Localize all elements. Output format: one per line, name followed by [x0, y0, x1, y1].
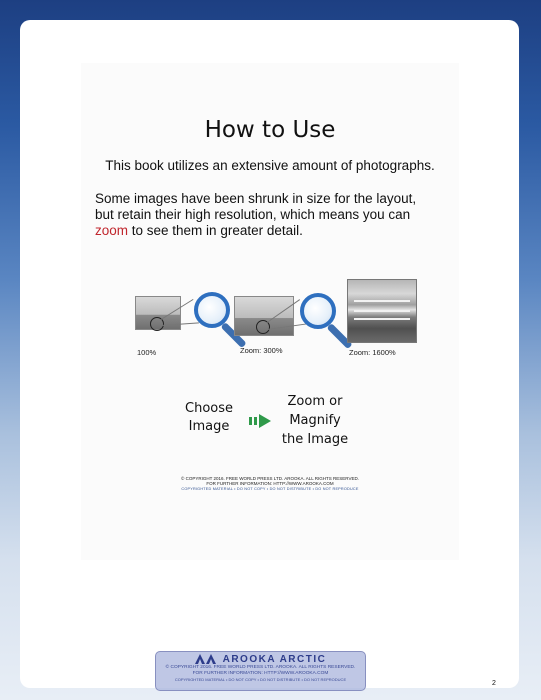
stamp-brand: AROOKA ARCTIC	[156, 654, 365, 665]
copyright-notice: COPYRIGHTED MATERIAL • DO NOT COPY • DO NOT DISTRIBUTE • DO NOT REPRODUCE	[181, 487, 359, 491]
page-number: 2	[492, 680, 496, 687]
zoom-result-label: Zoom or Magnify the Image	[281, 394, 349, 447]
zoom-instructions	[95, 191, 445, 239]
zoom-keyword: zoom	[95, 223, 129, 238]
choose-image-label: Choose Image	[185, 401, 233, 434]
arrow-right-icon	[249, 412, 273, 430]
arooka-logo-icon	[195, 654, 217, 664]
stamp-line-3: COPYRIGHTED MATERIAL • DO NOT COPY • DO NOT DISTRIBUTE • DO NOT REPRODUCE	[174, 677, 347, 682]
content-panel	[81, 63, 459, 560]
example-caption: Zoom: 1600%	[349, 348, 396, 357]
page-title: How to Use	[204, 117, 336, 143]
copyright-line: © COPYRIGHT 2016. FREE WORLD PRESS LTD. AROOKA. ALL RIGHTS RESERVED.	[181, 476, 359, 481]
zoomed-ship-image[interactable]	[347, 279, 417, 343]
intro-text: This book utilizes an extensive amount of photographs.	[105, 158, 435, 173]
instructions-line-2: but retain their high resolution, which means you can	[95, 207, 411, 222]
example-caption: Zoom: 300%	[240, 346, 283, 355]
stamp-line-2: FOR FURTHER INFORMATION: HTTP://WWW.AROOKA.COM	[192, 671, 329, 676]
stamp-line-1: © COPYRIGHT 2016. FREE WORLD PRESS LTD. AROOKA. ALL RIGHTS RESERVED.	[165, 665, 356, 670]
instructions-line-1: Some images have been shrunk in size for the layout,	[95, 191, 417, 206]
copyright-stamp	[155, 651, 366, 691]
instructions-line-3-rest: to see them in greater detail.	[128, 223, 303, 238]
example-caption: 100%	[137, 348, 157, 357]
copyright-info-line: FOR FURTHER INFORMATION: HTTP://WWW.AROOKA.COM	[206, 481, 334, 486]
instructions-line-3	[95, 223, 445, 239]
page-sheet	[20, 20, 519, 688]
